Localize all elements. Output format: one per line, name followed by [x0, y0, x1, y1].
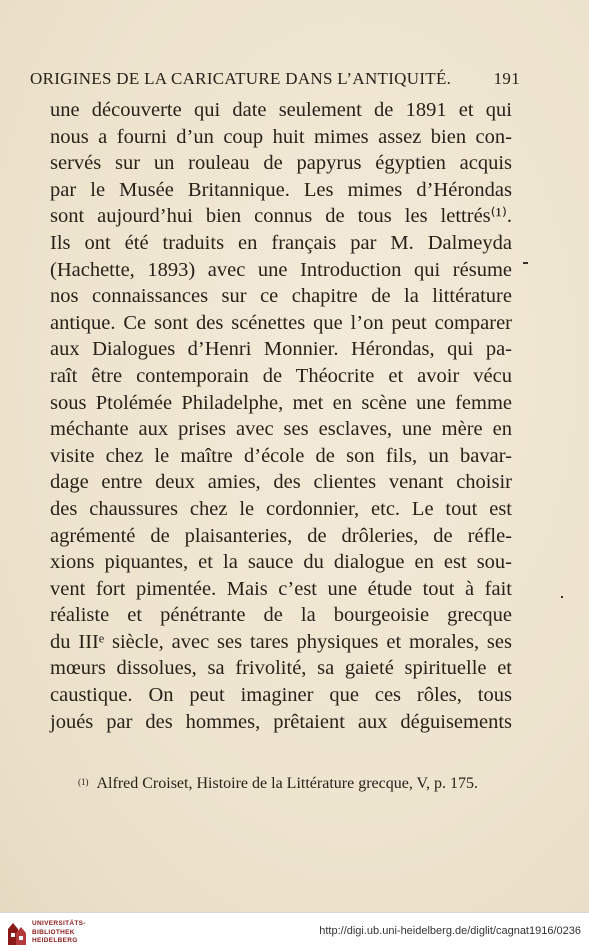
- text-line: visite chez le maître d’école de son fils, un bavar-: [50, 444, 512, 467]
- library-name: [32, 920, 92, 946]
- text-line: dage entre deux amies, des clientes venant choisir: [50, 471, 512, 494]
- text-line: joués par des hommes, prêtaient aux déguisements: [50, 710, 512, 733]
- text-line: du IIIᵉ siècle, avec ses tares physiques et morales, ses: [50, 630, 512, 653]
- text-line: une découverte qui date seulement de 1891 et qui: [50, 99, 512, 121]
- text-line: raît être contemporain de Théocrite et avoir vécu: [50, 364, 512, 387]
- text-line: mœurs dissolues, sa frivolité, sa gaieté spirituelle et: [50, 657, 512, 680]
- page-number: 191: [493, 69, 520, 88]
- text-line: nous a fourni d’un coup huit mimes assez bien con-: [50, 125, 512, 148]
- running-title: ORIGINES DE LA CARICATURE DANS L’ANTIQUITÉ.: [30, 69, 452, 88]
- body-text: [50, 97, 512, 735]
- text-line: (Hachette, 1893) avec une Introduction qui résume: [50, 258, 512, 281]
- text-line: sont aujourd’hui bien connus de tous les lettrés⁽¹⁾.: [50, 205, 512, 228]
- footnote: [78, 775, 518, 793]
- library-name-line: UNIVERSITÄTS-: [32, 920, 86, 927]
- text-line: par le Musée Britannique. Les mimes d’Hérondas: [50, 178, 512, 201]
- library-seal-icon: [6, 919, 28, 947]
- text-line: servés sur un rouleau de papyrus égyptien acquis: [50, 152, 512, 175]
- library-name-line: BIBLIOTHEK: [32, 928, 75, 936]
- text-line: des chaussures chez le cordonnier, etc. Le tout est: [50, 497, 512, 520]
- text-line: Ils ont été traduits en français par M. Dalmeyda: [50, 231, 512, 254]
- library-logo[interactable]: [6, 917, 86, 949]
- text-line: vent fort pimentée. Mais c’est une étude tout à fait: [50, 577, 512, 600]
- ink-speck: [561, 596, 563, 598]
- running-header: [30, 69, 520, 89]
- text-line: nos connaissances sur ce chapitre de la littérature: [50, 285, 512, 308]
- permalink-url[interactable]: http://digi.ub.uni-heidelberg.de/diglit/cagnat1916/0236: [319, 925, 581, 937]
- text-line: aux Dialogues d’Henri Monnier. Hérondas, qui pa-: [50, 338, 512, 361]
- viewer-footer-bar: [0, 912, 589, 951]
- text-line: agrémenté de plaisanteries, de drôleries, de réfle-: [50, 524, 512, 547]
- footnote-text: Alfred Croiset, Histoire de la Littérature grecque, V, p. 175.: [96, 775, 479, 792]
- text-line: sous Ptolémée Philadelphe, met en scène une femme: [50, 391, 512, 414]
- text-line: méchante aux prises avec ses esclaves, une mère en: [50, 418, 512, 441]
- text-line: réaliste et pénétrante de la bourgeoisie grecque: [50, 604, 512, 627]
- text-line: antique. Ce sont des scénettes que l’on peut comparer: [50, 311, 512, 334]
- ink-speck: [523, 262, 528, 264]
- footnote-marker: (1): [78, 777, 89, 787]
- text-line: xions piquantes, et la sauce du dialogue en est sou-: [50, 551, 512, 574]
- text-line: caustique. On peut imaginer que ces rôles, tous: [50, 684, 512, 707]
- library-name-line: HEIDELBERG: [32, 937, 78, 945]
